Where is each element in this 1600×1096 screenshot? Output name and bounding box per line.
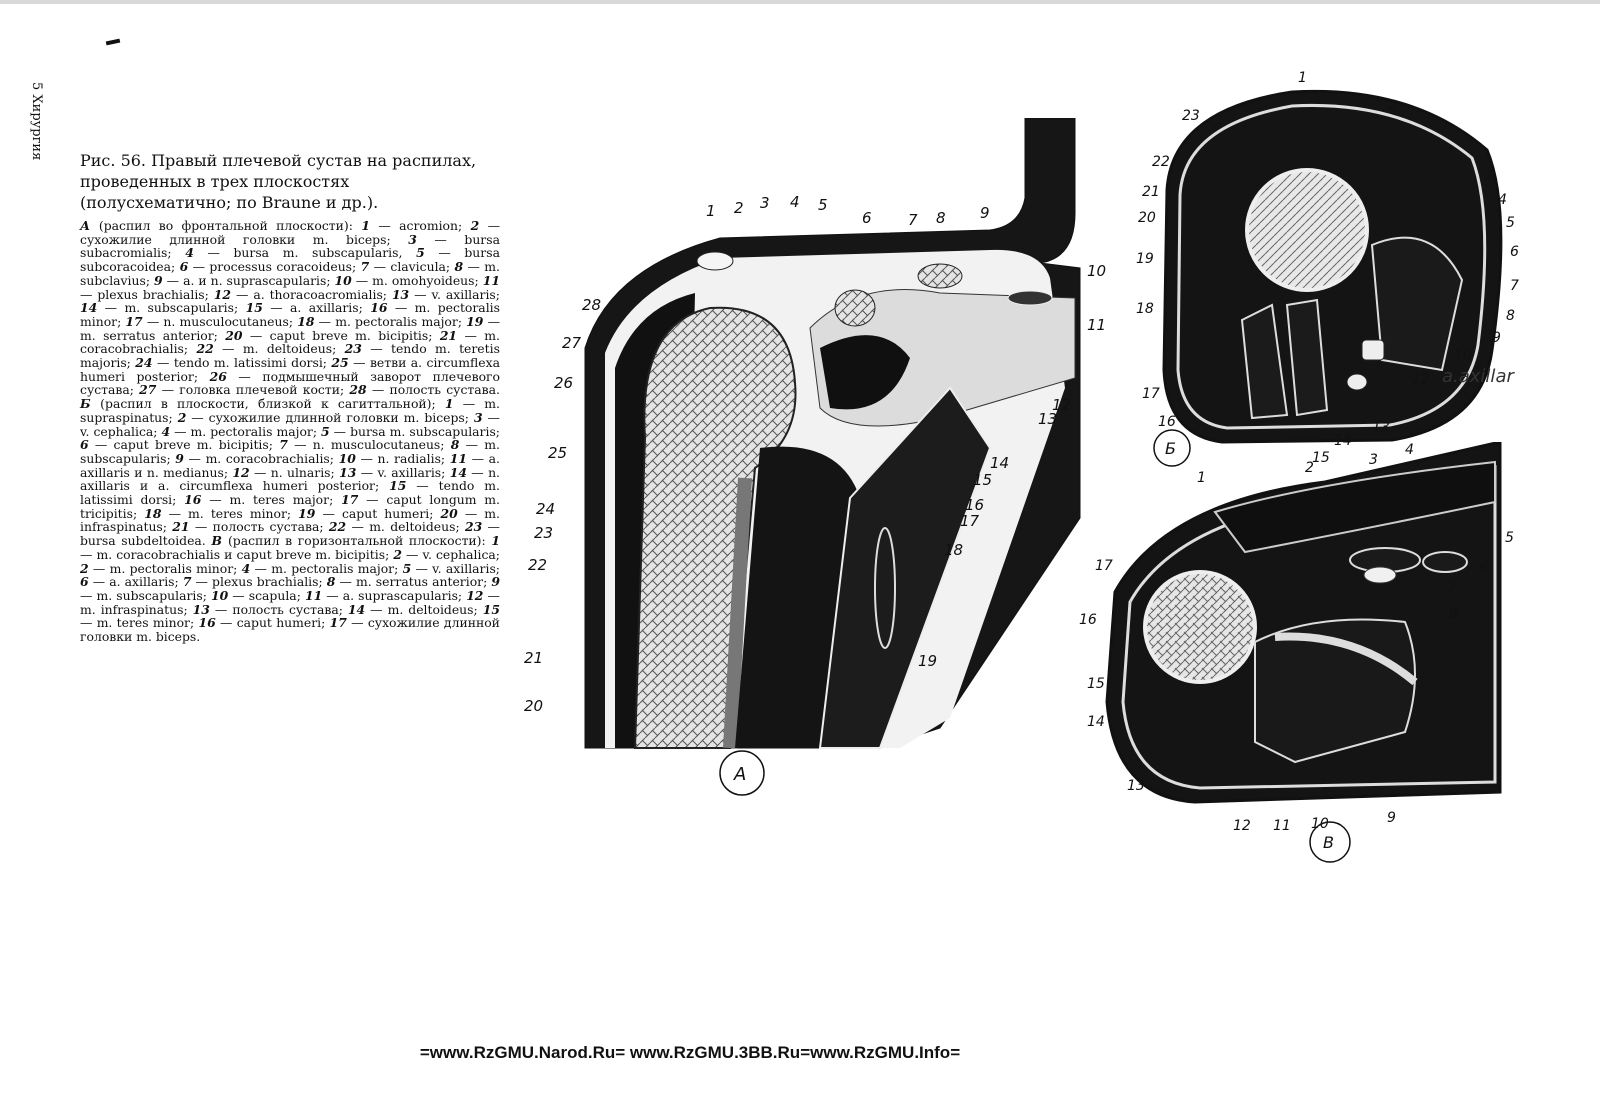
panel-b-num-18: 18	[1136, 301, 1154, 317]
panel-a-num-17: 17	[960, 512, 980, 530]
legend-item-text: plexus brachialis;	[212, 574, 323, 590]
panel-b-handwriting: a.axillar	[1442, 366, 1514, 387]
legend-item-number: 5	[321, 423, 330, 439]
legend-item-number: 10	[338, 450, 356, 466]
panel-v-humeral-head	[1145, 572, 1255, 682]
legend-item-text: acromion;	[399, 218, 463, 233]
legend-item-number: 13	[339, 464, 357, 480]
legend-item-number: 8	[450, 437, 460, 453]
legend-item-text: сухожилие длинной головки m. biceps.	[80, 615, 500, 645]
legend-item-text: m. deltoideus;	[369, 519, 460, 535]
panel-v-num-16: 16	[1079, 612, 1097, 628]
legend-item-text: a. suprascapularis;	[342, 587, 463, 603]
legend-item-text: v. axillaris;	[432, 560, 500, 576]
legend-item-number: 4	[185, 245, 194, 261]
legend-item-text: подмышечный заворот плечевого сустава;	[80, 368, 500, 398]
legend-section-desc: (распил в горизонтальной плоскости):	[227, 533, 492, 549]
panel-v	[1075, 442, 1535, 886]
legend-item-number: 11	[482, 272, 500, 288]
panel-b-num-22: 22	[1152, 154, 1170, 170]
panel-b-num-21: 21	[1142, 184, 1160, 200]
legend-item-text: n. ulnaris;	[270, 464, 335, 480]
legend-item-number: 1	[491, 533, 500, 549]
legend-item-number: 15	[482, 601, 500, 617]
panel-b-num-4: 4	[1498, 192, 1507, 208]
panel-a-coracoid	[835, 290, 875, 326]
side-label: 5 Хирургия	[29, 82, 44, 161]
panel-b-num-13: 13	[1372, 420, 1390, 436]
panel-v-num-14: 14	[1087, 714, 1105, 730]
panel-b-num-7: 7	[1510, 278, 1519, 294]
legend-item-text: processus coracoideus;	[209, 259, 357, 275]
figure-caption	[80, 150, 500, 644]
legend-item-number: 3	[408, 231, 417, 247]
panel-a-num-15: 15	[973, 471, 993, 489]
legend-item-text: m. omohyoideus;	[372, 272, 479, 288]
legend-item-number: 26	[209, 368, 227, 384]
panel-v-num-10: 10	[1311, 816, 1329, 832]
legend-item-text: полость сустава;	[212, 519, 324, 535]
legend-item-text: m. serratus anterior;	[80, 327, 218, 343]
panel-v-num-3: 3	[1369, 452, 1378, 468]
panel-v-vessel-3	[1364, 567, 1396, 583]
legend-item-number: 25	[331, 355, 349, 371]
panel-a	[520, 118, 1110, 812]
panel-b-vessel	[1362, 340, 1384, 360]
panel-a-num-28: 28	[582, 296, 602, 314]
panel-a-num-23: 23	[534, 524, 554, 542]
panel-b-num-12: 12	[1412, 372, 1430, 388]
panel-a-num-1: 1	[706, 202, 716, 220]
legend-item-number: 4	[241, 560, 251, 576]
watermark-footer: =www.RzGMU.Narod.Ru= www.RzGMU.3BB.Ru=www.RzGMU.Info=	[419, 1043, 961, 1062]
panel-a-num-20: 20	[524, 697, 544, 715]
legend-item-text: m. infraspinatus;	[80, 505, 500, 535]
panel-v-num-8: 8	[1449, 606, 1458, 622]
legend-item-number: 6	[80, 437, 89, 453]
legend-item-text: n. musculocutaneus;	[163, 313, 294, 329]
panel-b-num-9: 9	[1492, 330, 1501, 346]
legend-item-number: 6	[80, 574, 89, 590]
legend-item-number: 27	[139, 382, 157, 398]
legend-item-number: 13	[391, 286, 410, 302]
panel-a-num-13: 13	[1038, 410, 1058, 428]
legend-item-number: 9	[154, 272, 163, 288]
panel-a-numbers-top	[706, 193, 990, 229]
legend-item-number: 10	[334, 272, 352, 288]
figure-legend: А (распил во фронтальной плоскости): 1 — acromion; 2 — сухожилие длинной головки m. biceps; 3 — bursa subacromialis; 4 — bursa m. subscapularis, 5 — bursa subcoracoidea; 6 — processus coracoideus; 7 — clavicula; 8 — m. subclavius; 9 — a. и n. suprascapularis; 10 — m. omohyoideus; 11 — plexus brachialis; 12 — a. thoracoacromialis; 13 — v. axillaris; 14 — m. subscapularis; 15 — a. axillaris; 16 — m. pectoralis minor; 17 — n. musculocutaneus; 18 — m. pectoralis major; 19 — m. serratus anterior; 20 — caput breve m. bicipitis; 21 — m. coracobrachialis; 22 — m. deltoideus; 23 — tendo m. teretis majoris; 24 — tendo m. latissimi dorsi; 25 — ветви a. circumflexa humeri posterior; 26 — подмышечный заворот плечевого сустава; 27 — головка плечевой кости; 28 — полость сустава. Б (распил в плоскости, близкой к сагиттальной); 1 — m. supraspinatus; 2 — сухожилие длинной головки m. biceps; 3 — v. cephalica; 4 — m. pectoralis major; 5 — bursa m. subscapularis; 6 — caput breve m. bicipitis; 7 — n. musculocutaneus; 8 — m. subscapularis; 9 — m. coracobrachialis; 10 — n. radialis; 11 — a. axillaris и n. medianus; 12 — n. ulnaris; 13 — v. axillaris; 14 — n. axillaris и a. circumflexa humeri posterior; 15 — tendo m. latissimi dorsi; 16 — m. teres major; 17 — caput longum m. tricipitis; 18 — m. teres minor; 19 — caput humeri; 20 — m. infraspinatus; 21 — полость сустава; 22 — m. deltoideus; 23 — bursa subdeltoidea. В (распил в горизонтальной плоскости): 1 — m. coracobrachialis и caput breve m. bicipitis; 2 — v. cephalica; 2 — m. pectoralis minor; 4 — m. pectoralis major; 5 — v. axillaris; 6 — a. axillaris; 7 — plexus brachialis; 8 — m. serratus anterior; 9 — m. subscapularis; 10 — scapula; 11 — a. suprascapularis; 12 — m. infraspinatus; 13 — полость сустава; 14 — m. deltoideus; 15 — m. teres minor; 16 — caput humeri; 17 — сухожилие длинной головки m. biceps.	[80, 218, 500, 645]
legend-item-number: 17	[329, 615, 347, 631]
legend-item-text: a. axillaris;	[290, 300, 363, 316]
panel-b-num-5: 5	[1506, 215, 1515, 231]
legend-item-text: m. coracobrachialis;	[205, 450, 334, 466]
legend-item-number: 28	[349, 382, 367, 398]
legend-item-number: 18	[144, 505, 162, 521]
legend-item-number: 1	[361, 218, 370, 233]
panel-a-num-18: 18	[944, 541, 964, 559]
legend-item-number: 11	[304, 587, 323, 603]
legend-item-text: m. coracobrachialis и caput breve m. bicipitis;	[96, 546, 390, 562]
legend-item-number: 16	[198, 615, 216, 631]
legend-item-text: m. subscapularis;	[96, 587, 207, 603]
panel-b-num-10: 10	[1454, 348, 1472, 364]
legend-item-text: v. cephalica;	[80, 423, 158, 439]
legend-item-number: 9	[491, 574, 500, 590]
legend-item-text: m. pectoralis minor;	[80, 300, 500, 329]
panel-v-num-15: 15	[1087, 676, 1105, 692]
legend-item-text: scapula;	[248, 587, 301, 603]
legend-item-text: m. teres minor;	[96, 615, 195, 631]
legend-item-text: головка плечевой кости;	[179, 382, 345, 398]
panel-b-num-15: 15	[1312, 450, 1330, 466]
legend-item-number: 12	[466, 587, 484, 603]
panel-b-num-19: 19	[1136, 251, 1154, 267]
panel-b-humeral-head	[1247, 170, 1367, 290]
panel-a-num-11: 11	[1087, 316, 1107, 334]
panel-b-num-6: 6	[1510, 244, 1519, 260]
panel-a-num-10: 10	[1087, 262, 1107, 280]
legend-item-text: bursa subacromialis;	[80, 231, 500, 261]
legend-item-text: caput humeri;	[341, 505, 434, 521]
legend-item-number: 3	[473, 409, 483, 425]
panel-v-num-1: 1	[1197, 470, 1206, 486]
panel-v-num-4: 4	[1405, 442, 1414, 458]
legend-item-number: 18	[297, 313, 315, 329]
legend-item-number: 13	[192, 601, 210, 617]
legend-item-number: 20	[225, 327, 243, 343]
panel-a-num-24: 24	[536, 500, 556, 518]
panel-b-num-17: 17	[1142, 386, 1160, 402]
legend-item-number: 1	[444, 396, 454, 412]
legend-item-text: m. supraspinatus;	[80, 396, 500, 425]
legend-item-number: 7	[182, 574, 192, 590]
panel-b-num-23: 23	[1182, 108, 1200, 124]
panel-b-vessel-2	[1347, 374, 1367, 390]
panel-v-vessel-2	[1423, 552, 1467, 572]
legend-item-text: tendo m. latissimi dorsi;	[173, 355, 327, 371]
legend-item-text: a. и n. suprascapularis;	[183, 272, 331, 288]
panel-a-num-6: 6	[862, 209, 872, 227]
legend-item-text: caput breve m. bicipitis;	[269, 327, 433, 343]
legend-section-label: В	[211, 533, 228, 549]
panel-v-drawing	[1075, 442, 1535, 882]
legend-item-text: bursa subcoracoidea;	[80, 245, 500, 275]
legend-item-text: m. subscapularis;	[124, 300, 239, 316]
panel-b-num-20: 20	[1138, 210, 1156, 226]
legend-item-number: 2	[393, 546, 402, 562]
legend-item-text: m. serratus anterior;	[356, 574, 488, 590]
panel-v-num-17: 17	[1095, 558, 1113, 574]
legend-item-text: n. musculocutaneus;	[312, 437, 445, 453]
panel-v-num-13: 13	[1127, 778, 1145, 794]
legend-item-number: 5	[402, 560, 412, 576]
legend-item-text: m. pectoralis major;	[190, 423, 318, 439]
panel-v-num-12: 12	[1233, 818, 1251, 834]
panel-a-label: А	[734, 764, 747, 785]
panel-a-acromion	[697, 252, 733, 270]
legend-item-text: bursa m. subscapularis,	[233, 245, 403, 261]
legend-item-number: 15	[245, 300, 263, 316]
legend-item-text: a. thoracoacromialis;	[253, 286, 387, 302]
panel-v-num-7: 7	[1447, 580, 1456, 596]
legend-item-text: ветви a. circumflexa humeri posterior;	[80, 355, 500, 384]
legend-item-text: clavicula;	[390, 259, 451, 275]
scan-top-edge	[0, 0, 1600, 4]
legend-item-text: m. coracobrachialis;	[80, 327, 500, 357]
legend-section-label: Б	[80, 396, 101, 412]
legend-item-text: m. teres minor;	[188, 505, 292, 521]
legend-item-text: сухожилие длинной головки m. biceps;	[208, 409, 469, 425]
scan-mark	[106, 39, 121, 46]
panel-b-num-1: 1	[1298, 70, 1307, 86]
legend-item-number: 17	[125, 313, 143, 329]
legend-item-text: m. infraspinatus;	[80, 601, 188, 617]
legend-item-number: 6	[179, 259, 189, 275]
legend-item-text: a. axillaris;	[109, 574, 179, 590]
panel-a-num-12: 12	[1052, 396, 1072, 414]
panel-a-num-25: 25	[548, 444, 568, 462]
legend-item-text: v. axillaris;	[377, 464, 446, 480]
panel-a-num-16: 16	[965, 496, 985, 514]
legend-item-number: 14	[449, 464, 467, 480]
legend-item-text: v. cephalica;	[422, 546, 500, 562]
panel-b-label: Б	[1165, 439, 1176, 458]
panel-a-num-14: 14	[990, 454, 1010, 472]
legend-item-number: 12	[213, 286, 232, 302]
legend-item-text: n. axillaris и a. circumflexa humeri posterior;	[80, 464, 500, 494]
legend-item-text: m. deltoideus;	[387, 601, 478, 617]
legend-item-text: tendo m. latissimi dorsi;	[80, 478, 500, 508]
panel-a-num-2: 2	[734, 199, 744, 217]
legend-item-text: m. subclavius;	[80, 259, 500, 288]
legend-item-text: v. axillaris;	[431, 286, 500, 302]
legend-item-number: 5	[416, 245, 425, 261]
figure-title: Рис. 56. Правый плечевой сустав на распилах, проведенных в трех плоскостях (полусхематично; по Braune и др.).	[80, 151, 477, 212]
legend-item-number: 2	[177, 409, 187, 425]
legend-item-number: 4	[161, 423, 171, 439]
legend-item-number: 16	[184, 492, 202, 508]
legend-item-number: 2	[80, 560, 89, 576]
legend-item-number: 14	[80, 300, 98, 316]
legend-item-number: 12	[232, 464, 250, 480]
legend-item-text: m. pectoralis major;	[335, 313, 462, 329]
legend-item-number: 19	[298, 505, 316, 521]
legend-item-number: 8	[326, 574, 336, 590]
legend-item-text: n. radialis;	[377, 450, 446, 466]
panel-a-num-5: 5	[818, 196, 828, 214]
panel-a-num-4: 4	[790, 193, 800, 211]
panel-b-num-2: 2	[1388, 98, 1397, 114]
legend-item-number: 16	[370, 300, 388, 316]
panel-b	[1112, 70, 1572, 474]
panel-a-num-27: 27	[562, 334, 582, 352]
panel-a-num-9: 9	[980, 204, 990, 222]
panel-a-num-22: 22	[528, 556, 548, 574]
panel-a-vessel	[1008, 291, 1052, 305]
legend-item-number: 19	[466, 313, 484, 329]
legend-item-number: 9	[175, 450, 184, 466]
legend-item-number: 17	[341, 492, 359, 508]
legend-item-text: m. subscapularis;	[80, 437, 500, 466]
panel-a-num-8: 8	[936, 209, 946, 227]
legend-section-desc: (распил в плоскости, близкой к сагиттальной);	[100, 396, 445, 412]
legend-item-text: a. axillaris и n. medianus;	[80, 450, 500, 480]
panel-a-num-3: 3	[760, 194, 770, 212]
legend-item-number: 23	[344, 341, 362, 357]
panel-a-drawing	[520, 118, 1110, 808]
legend-section-label: А	[80, 218, 99, 233]
legend-section-desc: (распил во фронтальной плоскости):	[98, 218, 362, 233]
panel-b-num-16: 16	[1158, 414, 1176, 430]
legend-item-text: caput humeri;	[236, 615, 326, 631]
panel-a-num-26: 26	[554, 374, 574, 392]
legend-item-text: caput longum m. tricipitis;	[80, 492, 500, 521]
panel-b-num-3: 3	[1484, 168, 1493, 184]
legend-item-number: 21	[439, 327, 458, 343]
panel-b-num-8: 8	[1506, 308, 1515, 324]
legend-item-text: сухожилие длинной головки m. biceps;	[80, 231, 391, 247]
legend-item-number: 11	[449, 450, 468, 466]
legend-item-number: 15	[389, 478, 407, 494]
legend-item-text: caput breve m. bicipitis;	[113, 437, 273, 453]
legend-item-text: tendo m. teretis majoris;	[80, 341, 500, 371]
panel-v-num-2: 2	[1305, 460, 1314, 476]
legend-item-number: 22	[196, 341, 214, 357]
legend-item-number: 8	[454, 259, 464, 275]
legend-item-number: 22	[328, 519, 347, 535]
panel-a-num-21: 21	[524, 649, 544, 667]
panel-a-num-7: 7	[908, 211, 918, 229]
legend-item-number: 7	[360, 259, 370, 275]
panel-v-num-5: 5	[1505, 530, 1514, 546]
legend-item-number: 10	[210, 587, 229, 603]
legend-item-text: полость сустава.	[389, 382, 500, 398]
legend-item-number: 20	[440, 505, 458, 521]
legend-item-text: m. deltoideus;	[242, 341, 337, 357]
legend-item-text: m. pectoralis major;	[271, 560, 399, 576]
panel-v-num-6: 6	[1479, 560, 1488, 576]
legend-item-text: bursa subdeltoidea.	[80, 533, 206, 549]
panel-b-drawing	[1112, 70, 1572, 470]
legend-item-text: m. teres major;	[229, 492, 334, 508]
panel-b-num-14: 14	[1334, 433, 1352, 449]
legend-item-text: plexus brachialis;	[97, 286, 209, 302]
panel-v-label: В	[1323, 833, 1334, 852]
legend-item-text: bursa m. subscapularis;	[350, 423, 500, 439]
panel-v-num-11: 11	[1273, 818, 1291, 834]
panel-v-num-9: 9	[1387, 810, 1396, 826]
legend-item-number: 24	[135, 355, 153, 371]
legend-item-number: 14	[347, 601, 366, 617]
legend-item-number: 21	[172, 519, 190, 535]
legend-item-number: 2	[470, 218, 480, 233]
legend-item-number: 23	[464, 519, 483, 535]
panel-a-num-19: 19	[918, 652, 938, 670]
panel-a-clavicle	[918, 264, 962, 288]
legend-item-text: полость сустава;	[232, 601, 343, 617]
legend-item-text: m. pectoralis minor;	[109, 560, 238, 576]
legend-item-number: 7	[279, 437, 288, 453]
